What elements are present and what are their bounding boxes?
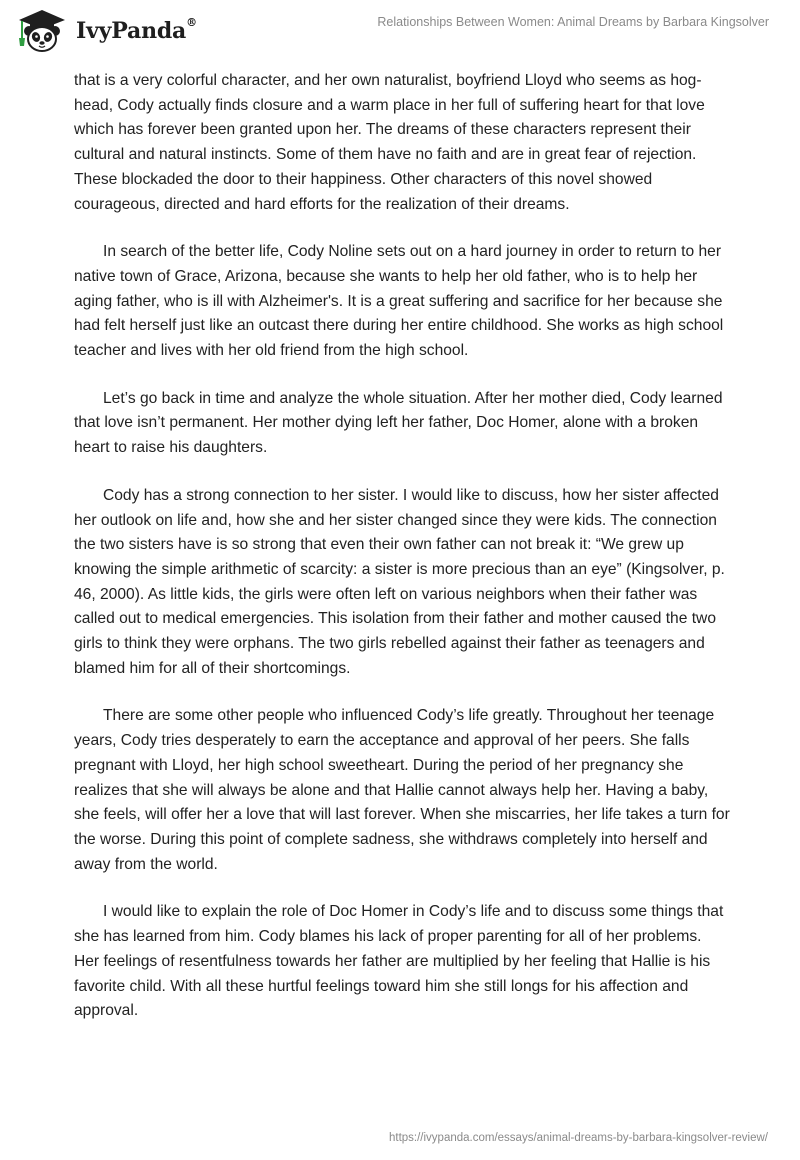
essay-paragraph: I would like to explain the role of Doc Homer in Cody’s life and to discuss some things that she has learned from him. Cody blames his lack of proper parenting for all of her problems. Her feelings of resentfulness towards her father are multiplied by her feeling that Hallie is his favorite child. With all these hurtful feelings toward him she still longs for his affection and approval.: [74, 903, 724, 1020]
essay-paragraph: Let’s go back in time and analyze the whole situation. After her mother died, Cody learned that love isn’t permanent. Her mother dying left her father, Doc Homer, alone with a broken heart to raise his daughters.: [74, 389, 723, 457]
essay-paragraph: that is a very colorful character, and her own naturalist, boyfriend Lloyd who seems as hog-head, Cody actually finds closure and a warm place in her full of suffering heart for that love which has forever been granted upon her. The dreams of these characters represent their cultural and natural instincts. Some of them have no faith and are in great fear of rejection. These blockaded the door to their happiness. Other characters of this novel showed courageous, directed and hard efforts for the realization of their dreams.: [74, 72, 705, 213]
registered-mark: ®: [186, 16, 197, 29]
document-title: Relationships Between Women: Animal Dreams by Barbara Kingsolver: [377, 15, 769, 29]
ivypanda-logo[interactable]: [14, 7, 197, 55]
essay-body: [74, 69, 730, 1047]
source-url[interactable]: https://ivypanda.com/essays/animal-dreams-by-barbara-kingsolver-review/: [388, 1132, 768, 1144]
brand-name: IvyPanda®: [76, 16, 197, 44]
essay-paragraph: In search of the better life, Cody Noline sets out on a hard journey in order to return to her native town of Grace, Arizona, because she wants to help her old father, who is to help her aging father, who is ill with Alzheimer's. It is a great suffering and sacrifice for her because she had felt herself just like an outcast there during her entire childhood. She works as high school teacher and lives with her old friend from the high school.: [74, 243, 724, 360]
panda-graduate-icon: [14, 7, 70, 55]
essay-paragraph: There are some other people who influenced Cody’s life greatly. Throughout her teenage years, Cody tries desperately to earn the acceptance and approval of her peers. She falls pregnant with Lloyd, her high school sweetheart. During the period of her pregnancy she realizes that she will always be alone and that Hallie cannot always help her. Having a baby, she feels, will offer her a love that will last forever. When she miscarries, her life takes a turn for the worse. During this point of complete sadness, she withdraws completely into herself and away from the world.: [74, 707, 730, 873]
essay-paragraph: Cody has a strong connection to her sister. I would like to discuss, how her sister affected her outlook on life and, how she and her sister changed since they were kids. The connection the two sisters have is so strong that even their own father can not break it: “We grew up knowing the simple arithmetic of scarcity: a sister is more precious than an eye” (Kingsolver, p. 46, 2000). As little kids, the girls were often left on various neighbors when their father was called out to medical emergencies. This isolation from their father and mother caused the two girls to think they were orphans. The two girls rebelled against their father as teenagers and blamed him for all of their shortcomings.: [74, 486, 725, 677]
page-header: [0, 0, 800, 64]
